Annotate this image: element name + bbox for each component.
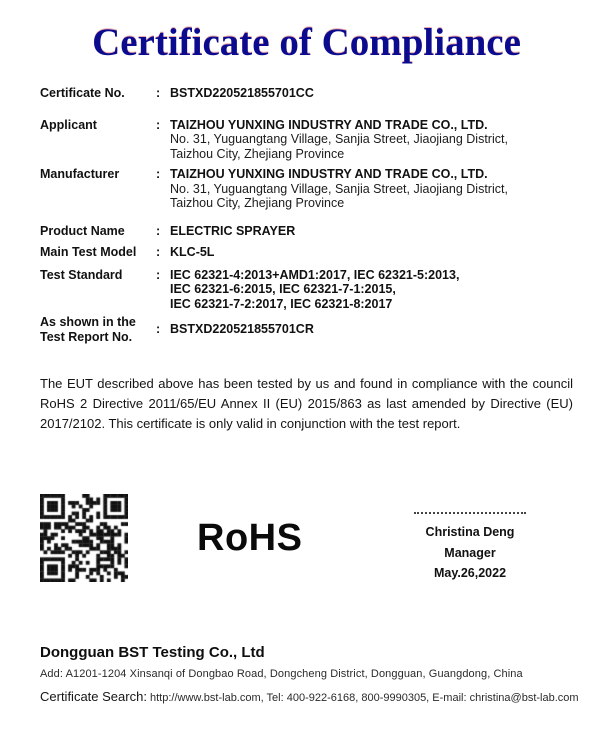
field-value: [170, 322, 575, 337]
field-row-certificate-no: [40, 86, 575, 101]
signature-date: May.26,2022: [433, 566, 507, 580]
field-colon: :: [156, 322, 161, 337]
field-colon: :: [156, 117, 161, 132]
field-value-line: TAIZHOU YUNXING INDUSTRY AND TRADE CO., LTD.: [170, 117, 488, 132]
rohs-logo: RoHS: [197, 517, 303, 559]
certificate-search-line: [40, 690, 583, 705]
signature-block: [400, 511, 540, 584]
field-value: [170, 245, 575, 260]
field-colon: :: [156, 267, 161, 282]
signatory-title: Manager: [444, 545, 496, 560]
field-value-line: IEC 62321-4:2013+AMD1:2017, IEC 62321-5:2013,: [170, 267, 460, 282]
field-colon: :: [156, 245, 161, 259]
field-label: Applicant: [40, 117, 97, 132]
field-value-line: Taizhou City, Zhejiang Province: [170, 146, 345, 161]
certificate-search-value: http://www.bst-lab.com, Tel: 400-922-6168, 800-9990305, E-mail: christina@bst-lab.com: [146, 692, 579, 704]
field-value-line: TAIZHOU YUNXING INDUSTRY AND TRADE CO., LTD.: [170, 167, 488, 181]
field-colon: :: [156, 167, 161, 181]
field-value: [170, 167, 575, 211]
field-row-test-standard: [40, 268, 575, 312]
field-value-line: IEC 62321-7-2:2017, IEC 62321-8:2017: [170, 296, 393, 311]
lab-company-name: Dongguan BST Testing Co., Ltd: [40, 644, 265, 661]
certificate-fields: [40, 86, 575, 344]
certificate-search-label: Certificate Search:: [40, 689, 147, 704]
field-value-line: IEC 62321-6:2015, IEC 62321-7-1:2015,: [170, 282, 396, 296]
field-value-line: Taizhou City, Zhejiang Province: [170, 196, 345, 210]
field-label: As shown in the Test Report No.: [40, 315, 136, 344]
field-value-line: BSTXD220521855701CR: [170, 322, 314, 337]
qr-code-icon: [40, 494, 128, 582]
field-colon: :: [156, 223, 161, 238]
field-row-product-name: [40, 224, 575, 239]
field-value: [170, 118, 575, 162]
field-row-main-test-model: [40, 245, 575, 260]
lab-address: Add: A1201-1204 Xinsanqi of Dongbao Road, Dongcheng District, Dongguan, Guangdong, China: [40, 668, 523, 680]
field-value: [170, 224, 575, 239]
field-label: Product Name: [40, 223, 125, 238]
field-label: Test Standard: [40, 267, 123, 282]
field-value-line: No. 31, Yuguangtang Village, Sanjia Street, Jiaojiang District,: [170, 132, 508, 146]
page-title: Certificate of Compliance: [92, 21, 521, 64]
marks-and-signature-band: [0, 493, 613, 603]
compliance-statement: The EUT described above has been tested by us and found in compliance with the council RoHS 2 Directive 2011/65/EU Annex II (EU) 2015/863 as last amended by Directive (EU) 2017/2102. This certificate is only valid in conjunction with the test report.: [40, 376, 573, 431]
field-row-test-report-no: [40, 315, 575, 344]
field-value-line: BSTXD220521855701CC: [170, 86, 314, 100]
field-value-line: KLC-5L: [170, 245, 215, 259]
field-label: Certificate No.: [40, 86, 125, 100]
field-value-line: ELECTRIC SPRAYER: [170, 223, 296, 238]
field-value: [170, 268, 575, 312]
field-colon: :: [156, 86, 161, 100]
field-label: Main Test Model: [40, 245, 137, 259]
field-row-manufacturer: [40, 167, 575, 211]
field-value-line: No. 31, Yuguangtang Village, Sanjia Street, Jiaojiang District,: [170, 181, 508, 196]
footer: [40, 644, 583, 705]
field-label: Manufacturer: [40, 167, 120, 181]
signatory-name: Christina Deng: [425, 525, 515, 539]
signature-dotted-line-icon: [414, 511, 526, 514]
field-row-applicant: [40, 118, 575, 162]
field-value: [170, 86, 575, 101]
